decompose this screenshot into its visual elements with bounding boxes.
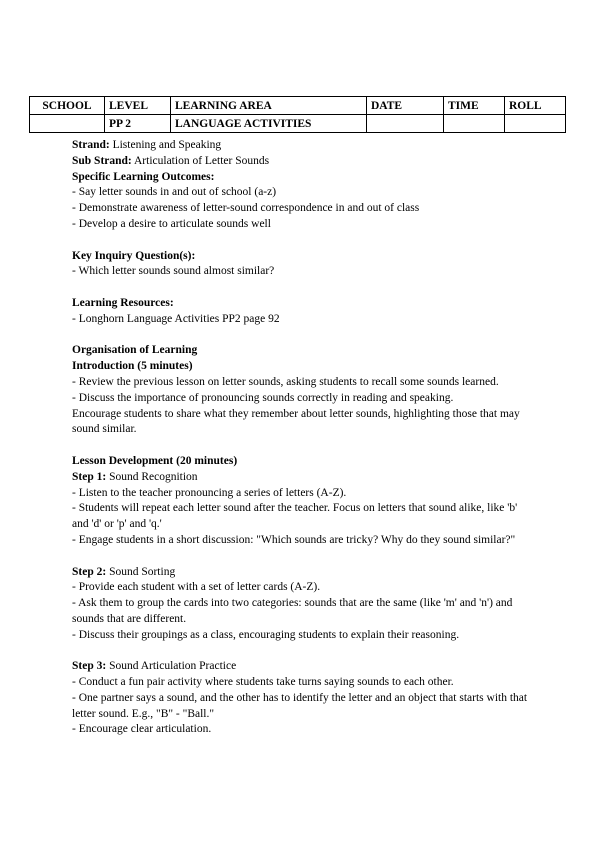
step-item: - Encourage clear articulation. [72,723,212,736]
value-cell-roll [505,115,566,133]
strand-line [72,138,532,154]
header-cell-learning-area: LEARNING AREA [171,97,367,115]
header-cell-time: TIME [444,97,505,115]
value-cell-learning-area: LANGUAGE ACTIVITIES [171,115,367,133]
value-row [30,115,566,133]
header-cell-level: LEVEL [105,97,171,115]
outcome-item: - Demonstrate awareness of letter-sound correspondence in and out of class [72,202,420,215]
step-item: - Students will repeat each letter sound after the teacher. Focus on letters that sound alike, like 'b' and 'd' or 'p' and 'q.' [72,502,518,531]
strand-label: Strand: [72,139,110,151]
introduction-item: - Discuss the importance of pronouncing sounds correctly in reading and speaking. [72,391,454,404]
step-item: - Conduct a fun pair activity where students take turns saying sounds to each other. [72,676,454,689]
development-heading: Lesson Development (20 minutes) [72,454,238,467]
header-cell-roll: ROLL [505,97,566,115]
step-item: - Engage students in a short discussion: "Which sounds are tricky? Why do they sound similar?" [72,533,516,546]
introduction-item: - Review the previous lesson on letter sounds, asking students to recall some sounds learned. [72,375,499,388]
header-row [30,97,566,115]
outcome-item: - Say letter sounds in and out of school (a-z) [72,186,277,199]
sub-strand-label: Sub Strand: [72,154,132,167]
step-item: - Provide each student with a set of letter cards (A-Z). [72,581,321,594]
step-item: - Listen to the teacher pronouncing a series of letters (A-Z). [72,486,347,499]
step-item: - One partner says a sound, and the other has to identify the letter and an object that starts with that letter sound. E.g., "B" - "Ball." [72,691,528,720]
sub-strand-value: Articulation of Letter Sounds [131,154,270,167]
introduction-heading: Introduction (5 minutes) [72,360,193,373]
step-1-heading: Step 1: Sound Recognition [72,470,198,483]
strand-value: Listening and Speaking [109,139,222,151]
header-cell-date: DATE [367,97,444,115]
inquiry-item: - Which letter sounds sound almost similar? [72,265,275,278]
step-3-heading: Step 3: Sound Articulation Practice [72,660,237,673]
inquiry-heading: Key Inquiry Question(s): [72,249,196,262]
organisation-heading: Organisation of Learning [72,344,198,357]
value-cell-level: PP 2 [105,115,171,133]
lesson-header-table [29,96,566,133]
outcome-item: - Develop a desire to articulate sounds well [72,217,271,230]
lesson-body [72,138,532,738]
header-cell-school: SCHOOL [30,97,105,115]
value-cell-date [367,115,444,133]
step-item: - Discuss their groupings as a class, encouraging students to explain their reasoning. [72,628,460,641]
step-item: - Ask them to group the cards into two categories: sounds that are the same (like 'm' and 'n') and sounds that are different. [72,597,513,625]
value-cell-school [30,115,105,133]
value-cell-time [444,115,505,133]
introduction-item: Encourage students to share what they remember about letter sounds, highlighting those that may sound similar. [72,407,520,436]
outcomes-heading: Specific Learning Outcomes: [72,170,215,183]
sub-strand-line [72,154,532,170]
step-2-heading: Step 2: Sound Sorting [72,565,176,578]
resources-heading: Learning Resources: [72,296,174,309]
resource-item: - Longhorn Language Activities PP2 page 92 [72,312,280,325]
